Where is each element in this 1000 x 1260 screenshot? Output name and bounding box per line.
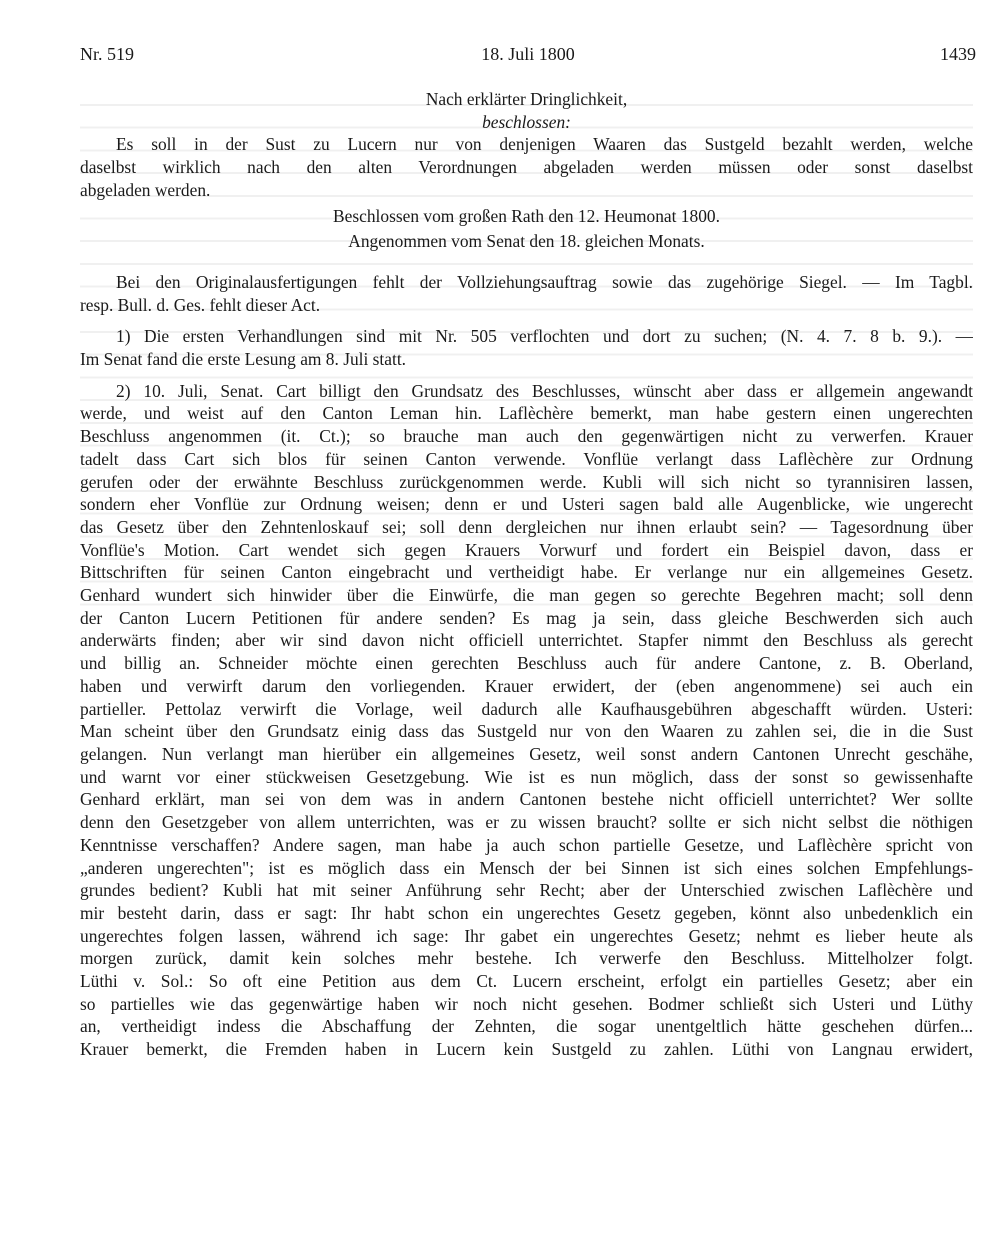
footnote-2-line: Genhard wundert sich hinwider über die Einwürfe, die man gegen so gerechte Begehren macht; soll denn — [80, 585, 973, 606]
footnote-2-line: Beschluss angenommen (it. Ct.); so brauche man auch den gegenwärtigen nicht zu verwerfen. Krauer — [80, 426, 973, 447]
document-number: Nr. 519 — [80, 44, 134, 64]
footnote-2-line: Genhard erklärt, man sei von dem was in andern Cantonen bestehe nicht officiell unterrichtet? Wer sollte — [80, 789, 973, 810]
footnote-2-line: ungerechtes folgen lassen, während ich sage: Ihr gabet ein ungerechtes Gesetz; nehmt es lieber heute als — [80, 925, 973, 946]
footnote-2-line: sondern eher Vonflüe zur Ordnung weisen; denn er und Usteri sagen bald alle Augenblicke, wie ungerecht — [80, 494, 973, 515]
decision-passed: Beschlossen vom großen Rath den 12. Heumonat 1800. — [333, 205, 720, 226]
footnote-2-line: Lüthi v. Sol.: So oft eine Petition aus dem Ct. Lucern erscheint, erfolgt ein partielles Gesetz; aber ein — [80, 971, 973, 992]
header-date: 18. Juli 1800 — [481, 44, 575, 64]
footnote-2-line: an, vertheidigt indess die Abschaffung der Zehnten, die sogar unentgeltlich hätte geschehen dürfen... — [80, 1016, 973, 1037]
footnote-2-line: mir besteht darin, dass er sagt: Ihr habt schon ein ungerechtes Gesetz gegeben, könnt also unbedenklich ein — [80, 902, 973, 923]
footnote-2-line: das Gesetz über den Zehntenloskauf sei; soll denn dergleichen nur ihnen erlaubt sein? — Tagesordnung über — [80, 516, 973, 537]
decision-line: Es soll in der Sust zu Lucern nur von denjenigen Waaren das Sustgeld bezahlt werden, welche — [116, 134, 973, 155]
footnote-2-line: Man scheint über den Grundsatz einig dass das Sustgeld nur von den Waaren zu zahlen sei, die in die Sust — [80, 721, 973, 742]
footnote-2-line: gerufen oder der erwähnte Beschluss zurückgenommen werde. Kubli will sich nicht so tyrannisiren lassen, — [80, 471, 973, 492]
page-body — [80, 88, 973, 1061]
footnote-2-line: anderwärts finden; aber wir sind davon nicht officiell unterrichtet. Stapfer nimmt den Beschluss als gerecht — [80, 630, 973, 651]
footnote-2-line: partieller. Pettolaz verwirft die Vorlage, weil dadurch alle Kaufhausgebühren abgeschafft würden. Usteri: — [80, 698, 973, 719]
footnote-2-line: Bittschriften für seinen Canton eingebracht und vertheidigt habe. Er verlange nur ein allgemeines Gesetz. — [80, 562, 973, 583]
footnote-2 — [80, 380, 973, 1061]
footnote-2-line: „anderen ungerechten"; ist es möglich dass ein Mensch der bei Sinnen ist sich eines solchen Empfehlungs- — [80, 857, 973, 878]
footnote-2-line: und billig an. Schneider möchte einen gerechten Beschluss auch für andere Cantone, z. B. Oberland, — [80, 653, 973, 674]
footnote-2-line: werde, und weist auf den Canton Leman hin. Laflèchère bemerkt, man habe gestern einen ungerechten — [80, 403, 973, 424]
page-number: 1439 — [940, 44, 976, 64]
footnote-2-line: Vonflüe's Motion. Cart wendet sich gegen Krauers Vorwurf und fordert ein Beispiel davon, dass er — [80, 539, 973, 560]
footnote-2-line: morgen zurück, damit kein solches mehr bestehe. Ich verwerfe den Beschluss. Mittelholzer folgt. — [80, 948, 973, 969]
footnote-2-line: 2) 10. Juli, Senat. Cart billigt den Grundsatz des Beschlusses, wünscht aber dass er allgemein angewandt — [116, 380, 973, 401]
note-line: resp. Bull. d. Ges. fehlt dieser Act. — [80, 294, 321, 315]
footnote-2-line: der Canton Lucern Petitionen für andere senden? Es mag ja sein, dass gleiche Beschwerden sich auch — [80, 607, 973, 628]
decision-resolved: beschlossen: — [482, 111, 571, 132]
footnote-2-line: grundes bedient? Kubli hat mit seiner Anführung sehr Recht; aber der Unterschied zwischen Laflèchère und — [80, 880, 973, 901]
footnote-2-line: gelangen. Nun verlangt man hierüber ein allgemeines Gesetz, weil sonst andern Cantonen Unrecht geschähe, — [80, 743, 973, 764]
footnote-1-line: 1) Die ersten Verhandlungen sind mit Nr. 505 verflochten und dort zu suchen; (N. 4. 7. 8 b. 9.). — — [116, 326, 973, 347]
footnote-2-line: denn den Gesetzgeber von allem unterrichten, was er zu wissen braucht? sollte er sich nicht selbst die nöthigen — [80, 812, 973, 833]
footnote-2-line: haben und verwirft darum den vorliegenden. Krauer erwidert, der (eben angenommene) sei auch ein — [80, 675, 973, 696]
footnote-1-line: Im Senat fand die erste Lesung am 8. Juli statt. — [80, 349, 406, 370]
decision-accepted: Angenommen vom Senat den 18. gleichen Monats. — [348, 231, 705, 252]
decision-line: abgeladen werden. — [80, 179, 211, 200]
footnote-2-line: tadelt dass Cart sich blos für seinen Canton verwende. Vonflüe verlangt dass Laflèchère zur Ordnung — [80, 448, 973, 469]
footnote-2-line: Kenntnisse verschaffen? Andere sagen, man habe ja auch schon partielle Gesetze, und Laflèchère spricht von — [80, 834, 973, 855]
decision-intro: Nach erklärter Dringlichkeit, — [425, 89, 628, 109]
decision-line: daselbst wirklich nach den alten Verordnungen abgeladen werden müssen oder sonst daselbst — [80, 157, 973, 178]
footnote-2-line: und warnt vor einer stückweisen Gesetzgebung. Wie ist es nun möglich, dass der sonst so gewissenhafte — [80, 766, 973, 787]
page-header — [80, 44, 976, 70]
footnote-2-line: Krauer bemerkt, die Fremden haben in Lucern kein Sustgeld zu zahlen. Lüthi von Langnau erwidert, — [80, 1039, 973, 1060]
footnote-2-line: so partielles wie das gegenwärtige haben wir noch nicht gesehen. Bodmer schließt sich Usteri und Lüthy — [80, 993, 973, 1014]
note-line: Bei den Originalausfertigungen fehlt der Vollziehungsauftrag sowie das zugehörige Siegel. — Im Tagbl. — [116, 271, 973, 292]
